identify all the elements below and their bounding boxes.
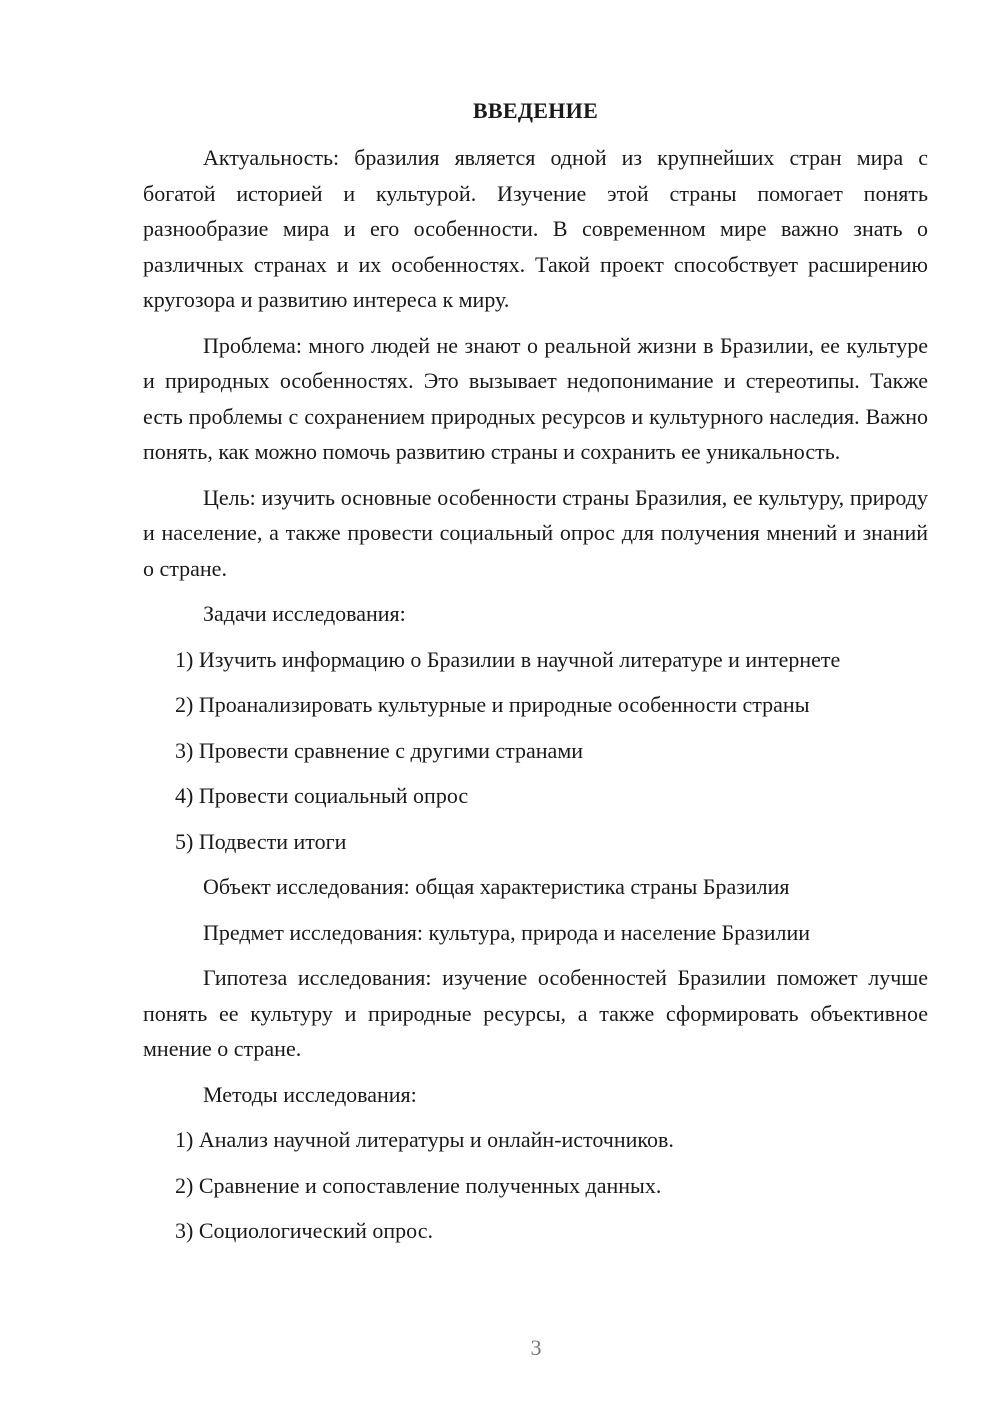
goal-paragraph: Цель: изучить основные особенности страны Бразилия, ее культуру, природу и население, а также провести социальный опрос для получения мнений и знаний о стране. (143, 484, 928, 581)
task-item: 3) Провести сравнение с другими странами (175, 737, 584, 763)
task-item: 4) Провести социальный опрос (175, 783, 469, 808)
task-item: 1) Изучить информацию о Бразилии в научной литературе и интернете (175, 646, 841, 672)
page-content (143, 96, 928, 1259)
tasks-heading: Задачи исследования: (203, 601, 406, 626)
hypothesis-paragraph: Гипотеза исследования: изучение особенностей Бразилии поможет лучше понять ее культуру и природные ресурсы, а также сформировать объективное мнение о стране. (143, 965, 928, 1061)
research-object: Объект исследования: общая характеристика страны Бразилия (203, 874, 790, 899)
method-item: 2) Сравнение и сопоставление полученных данных. (175, 1172, 662, 1198)
relevance-paragraph: Актуальность: бразилия является одной из крупнейших стран мира с богатой историей и культурой. Изучение этой страны помогает понять разнообразие мира и его особенности. В современном мире важно знать о различных странах и их особенностях. Такой проект способствует расширению кругозора и развитию интереса к миру. (143, 145, 928, 312)
research-subject: Предмет исследования: культура, природа и население Бразилии (203, 919, 811, 945)
problem-paragraph: Проблема: много людей не знают о реальной жизни в Бразилии, ее культуре и природных особенностях. Это вызывает недопонимание и стереотипы. Также есть проблемы с сохранением природных ресурсов и культурного наследия. Важно понять, как можно помочь развитию страны и сохранить ее уникальность. (143, 332, 928, 464)
methods-heading: Методы исследования: (203, 1081, 417, 1107)
page-title: ВВЕДЕНИЕ (472, 98, 599, 123)
page-number: 3 (530, 1335, 542, 1360)
method-item: 3) Социологический опрос. (175, 1218, 433, 1243)
task-item: 5) Подвести итоги (175, 828, 347, 854)
task-item: 2) Проанализировать культурные и природные особенности страны (175, 692, 810, 717)
method-item: 1) Анализ научной литературы и онлайн-источников. (175, 1127, 674, 1152)
